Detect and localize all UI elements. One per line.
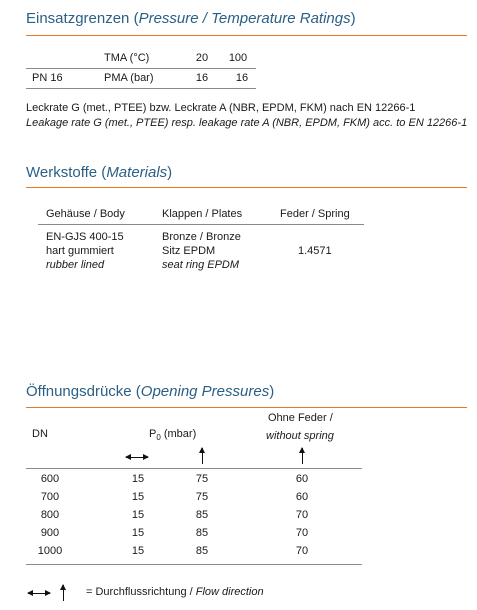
opening-cell-dn: 1000 [37,545,63,557]
opening-cell-up: 85 [195,527,209,539]
horizontal-flow-arrow-icon [126,457,148,458]
opening-cell-up: 75 [195,491,209,503]
opening-cell-lr: 15 [131,473,145,485]
leakage-note-de: Leckrate G (met., PTEE) bzw. Leckrate A (NBR, EPDM, FKM) nach EN 12266-1 [26,102,416,114]
opening-header-rule [26,468,362,469]
opening-cell-lr: 15 [131,545,145,557]
materials-header-body: Gehäuse / Body [46,208,125,220]
pma-label: PMA (bar) [104,72,154,84]
material-body-line-2: hart gummiert [46,245,114,257]
pn-label: PN 16 [32,72,63,84]
opening-title-en: Opening Pressures [140,383,270,400]
legend-text [86,586,264,598]
material-body-line-3: rubber lined [46,259,105,271]
material-body-line-1: EN-GJS 400-15 [46,231,124,243]
material-spring-value: 1.4571 [298,245,332,257]
opening-section-title: Öffnungsdrücke (Opening Pressures) [26,383,275,400]
legend-horizontal-arrow-icon [28,593,50,594]
legend-text-de: = Durchflussrichtung / [86,586,193,598]
opening-footer-rule [26,564,362,565]
pma-value-2: 16 [235,72,249,84]
pressure-table-rule-1 [26,68,256,69]
materials-header-spring: Feder / Spring [280,208,350,220]
opening-header-p0 [149,428,196,442]
opening-cell-up: 75 [195,473,209,485]
opening-cell-dn: 900 [40,527,60,539]
materials-title-rule [26,187,467,188]
opening-cell-nospring: 70 [295,545,309,557]
pma-value-1: 16 [195,72,209,84]
opening-cell-dn: 600 [40,473,60,485]
pressure-title-de: Einsatzgrenzen [26,10,130,27]
p0-unit: (mbar) [160,428,197,440]
legend-vertical-arrow-icon [63,585,64,601]
materials-section-title: Werkstoffe (Materials) [26,164,173,181]
materials-header-rule [38,224,364,225]
material-plates-line-2: Sitz EPDM [162,245,216,257]
opening-header-spring-de: Ohne Feder / [268,412,333,424]
tma-value-20: 20 [195,52,209,64]
materials-title-en: Materials [106,164,168,181]
opening-cell-lr: 15 [131,509,145,521]
opening-cell-up: 85 [195,509,209,521]
vertical-flow-arrow-nospring-icon [302,448,303,464]
p0-label: P [149,428,157,440]
legend-text-en: Flow direction [195,586,264,598]
p0-subscript: 0 [156,433,161,443]
opening-header-dn: DN [32,428,48,440]
vertical-flow-arrow-icon [202,448,203,464]
materials-title-de: Werkstoffe [26,164,98,181]
opening-cell-dn: 800 [40,509,60,521]
opening-cell-nospring: 70 [295,527,309,539]
material-plates-line-3: seat ring EPDM [162,259,240,271]
opening-cell-dn: 700 [40,491,60,503]
opening-cell-lr: 15 [131,527,145,539]
opening-title-de: Öffnungsdrücke [26,383,132,400]
opening-cell-up: 85 [195,545,209,557]
tma-label: TMA (°C) [104,52,150,64]
opening-cell-nospring: 60 [295,473,309,485]
pressure-section-title: Einsatzgrenzen (Pressure / Temperature Ratings) [26,10,356,27]
leakage-note-en: Leakage rate G (met., PTEE) resp. leakage rate A (NBR, EPDM, FKM) acc. to EN 12266-1 [26,117,468,129]
pressure-table-rule-2 [26,88,256,89]
opening-cell-nospring: 60 [295,491,309,503]
material-plates-line-1: Bronze / Bronze [162,231,241,243]
pressure-title-rule [26,35,467,36]
materials-header-plates: Klappen / Plates [162,208,243,220]
opening-header-spring-en: without spring [266,430,334,442]
opening-cell-nospring: 70 [295,509,309,521]
tma-value-100: 100 [228,52,248,64]
opening-cell-lr: 15 [131,491,145,503]
pressure-title-en: Pressure / Temperature Ratings [138,10,351,27]
opening-title-rule [26,407,467,408]
